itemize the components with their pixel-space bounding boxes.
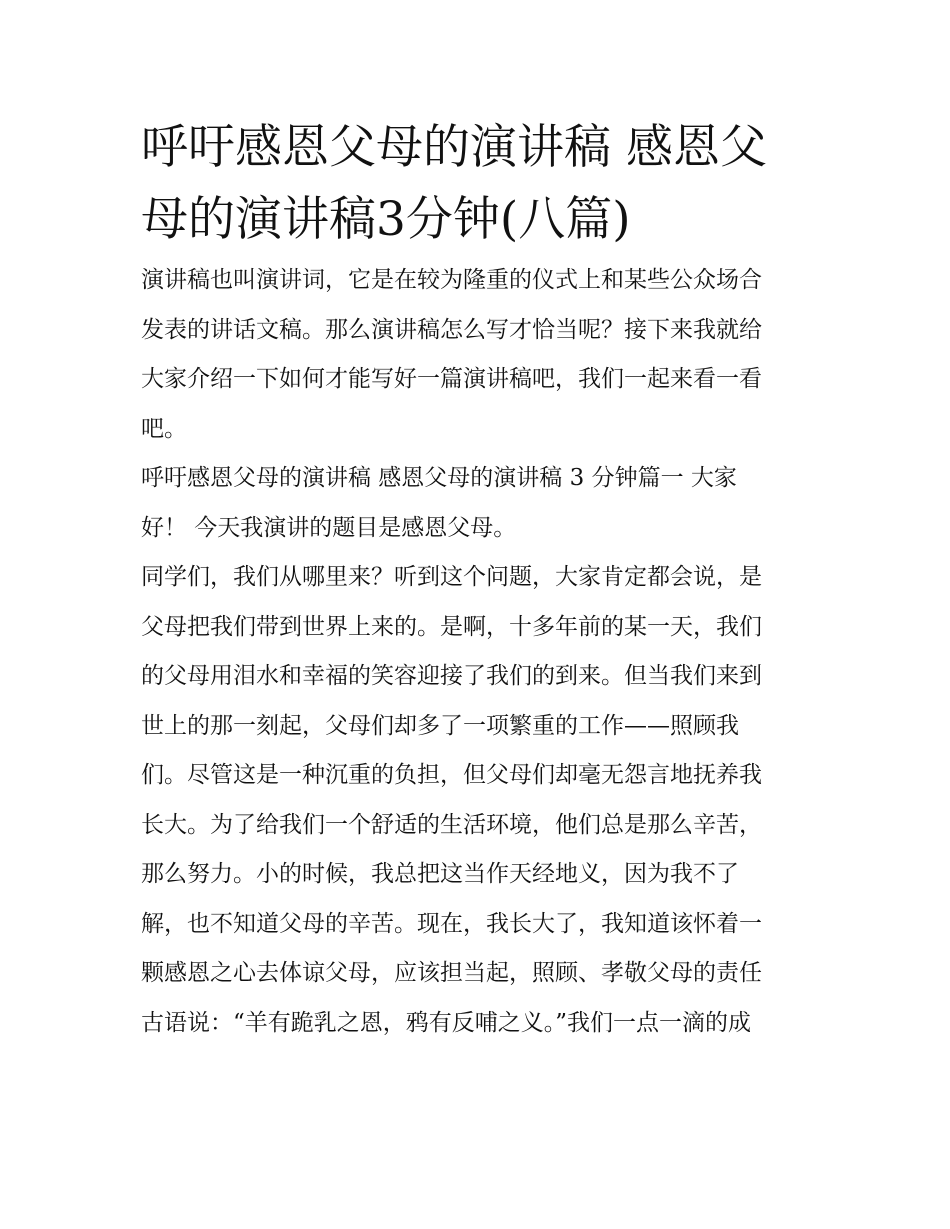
paragraph-line: 那么努力。小的时候，我总把这当作天经地义，因为我不了 (141, 861, 739, 887)
document-title (141, 112, 813, 256)
paragraph-line: 同学们，我们从哪里来？听到这个问题，大家肯定都会说，是 (141, 564, 762, 590)
paragraph-line: 呼吁感恩父母的演讲稿 感恩父母的演讲稿 3 分钟篇一 大家 (141, 465, 737, 491)
paragraph-line: 好！ 今天我演讲的题目是感恩父母。 (141, 514, 517, 541)
paragraph-line: 发表的讲话文稿。那么演讲稿怎么写才恰当呢？接下来我就给 (141, 316, 762, 343)
intro-paragraph (141, 256, 813, 454)
paragraph-line: 长大。为了给我们一个舒适的生活环境，他们总是那么辛苦， (141, 811, 762, 838)
document-body (141, 112, 813, 1048)
paragraph-line: 们。尽管这是一种沉重的负担，但父母们却毫无怨言地抚养我 (141, 762, 762, 788)
section-heading-paragraph (141, 454, 813, 553)
paragraph-line: 世上的那一刻起，父母们却多了一项繁重的工作——照顾我 (141, 712, 739, 739)
speech-body-paragraph (141, 553, 813, 1048)
title-line-2: 母的演讲稿3分钟(八篇) (141, 192, 631, 247)
paragraph-line: 解，也不知道父母的辛苦。现在，我长大了，我知道该怀着一 (141, 910, 762, 937)
title-line-1: 呼吁感恩父母的演讲稿 感恩父 (141, 120, 767, 175)
paragraph-line: 古语说：“羊有跪乳之恩，鸦有反哺之义。”我们一点一滴的成 (141, 1009, 752, 1036)
paragraph-line: 父母把我们带到世界上来的。是啊，十多年前的某一天，我们 (141, 613, 762, 640)
paragraph-line: 颗感恩之心去体谅父母，应该担当起，照顾、孝敬父母的责任 (141, 960, 762, 986)
paragraph-line: 的父母用泪水和幸福的笑容迎接了我们的到来。但当我们来到 (141, 663, 762, 689)
paragraph-line: 大家介绍一下如何才能写好一篇演讲稿吧，我们一起来看一看 (141, 366, 762, 392)
paragraph-line: 演讲稿也叫演讲词，它是在较为隆重的仪式上和某些公众场合 (141, 267, 762, 293)
paragraph-line: 吧。 (141, 415, 187, 442)
